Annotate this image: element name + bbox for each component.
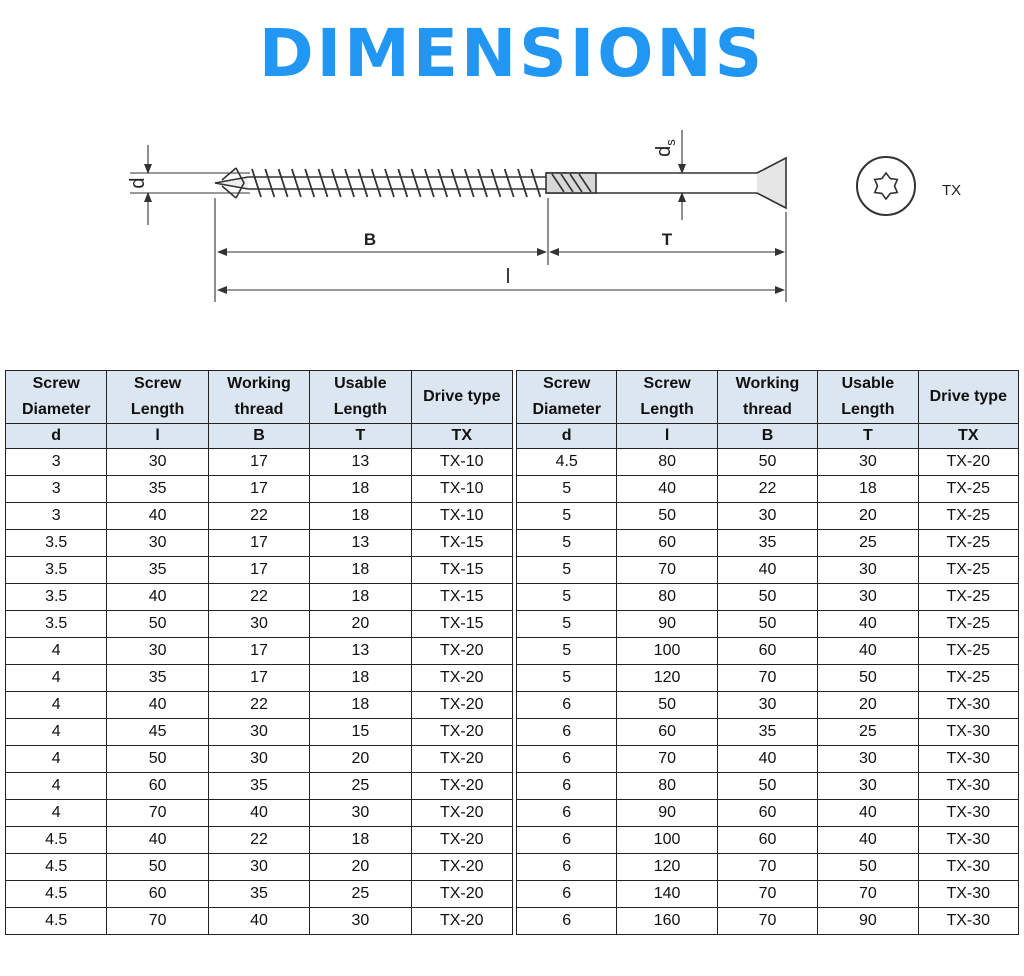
symbol-d: d bbox=[6, 424, 107, 449]
thread-cell: 50 bbox=[717, 449, 817, 476]
diameter-cell: 4 bbox=[6, 800, 107, 827]
thread-cell: 50 bbox=[717, 611, 817, 638]
header-usable-length: Usable Length bbox=[310, 371, 411, 424]
drive-cell: TX-20 bbox=[411, 881, 512, 908]
drive-cell: TX-30 bbox=[918, 908, 1018, 935]
length-cell: 70 bbox=[107, 908, 208, 935]
usable-length-cell: 30 bbox=[310, 800, 411, 827]
diameter-cell: 4.5 bbox=[6, 827, 107, 854]
usable-length-cell: 30 bbox=[818, 584, 918, 611]
table-row bbox=[6, 800, 513, 827]
table-row bbox=[517, 827, 1019, 854]
usable-length-cell: 13 bbox=[310, 530, 411, 557]
length-cell: 70 bbox=[617, 557, 717, 584]
length-cell: 120 bbox=[617, 665, 717, 692]
length-cell: 50 bbox=[617, 503, 717, 530]
table-row bbox=[517, 584, 1019, 611]
table-row bbox=[517, 692, 1019, 719]
usable-length-cell: 25 bbox=[818, 719, 918, 746]
thread-cell: 22 bbox=[208, 503, 309, 530]
table-row bbox=[517, 881, 1019, 908]
length-cell: 40 bbox=[617, 476, 717, 503]
page-title: DIMENSIONS bbox=[258, 15, 766, 92]
thread-cell: 22 bbox=[717, 476, 817, 503]
header-row bbox=[517, 371, 1019, 424]
usable-length-cell: 18 bbox=[310, 827, 411, 854]
table-row bbox=[517, 908, 1019, 935]
table-row bbox=[517, 746, 1019, 773]
usable-length-cell: 18 bbox=[310, 692, 411, 719]
diameter-cell: 3.5 bbox=[6, 557, 107, 584]
drive-cell: TX-30 bbox=[918, 881, 1018, 908]
diameter-cell: 6 bbox=[517, 827, 617, 854]
diameter-cell: 4.5 bbox=[6, 881, 107, 908]
symbol-T: T bbox=[818, 424, 918, 449]
diameter-cell: 5 bbox=[517, 476, 617, 503]
thread-cell: 35 bbox=[717, 530, 817, 557]
header-screw-diameter: Screw Diameter bbox=[6, 371, 107, 424]
length-cell: 35 bbox=[107, 665, 208, 692]
usable-length-cell: 18 bbox=[310, 665, 411, 692]
diameter-cell: 3.5 bbox=[6, 530, 107, 557]
usable-length-cell: 70 bbox=[818, 881, 918, 908]
table-row bbox=[517, 449, 1019, 476]
table-row bbox=[6, 557, 513, 584]
usable-length-cell: 40 bbox=[818, 611, 918, 638]
diameter-cell: 5 bbox=[517, 638, 617, 665]
thread-cell: 22 bbox=[208, 827, 309, 854]
drive-cell: TX-25 bbox=[918, 530, 1018, 557]
diameter-cell: 4 bbox=[6, 638, 107, 665]
diameter-cell: 3 bbox=[6, 449, 107, 476]
length-cell: 70 bbox=[107, 800, 208, 827]
length-cell: 60 bbox=[617, 530, 717, 557]
screw-outline bbox=[215, 158, 786, 208]
drive-cell: TX-25 bbox=[918, 584, 1018, 611]
diameter-cell: 6 bbox=[517, 719, 617, 746]
length-cell: 100 bbox=[617, 827, 717, 854]
usable-length-cell: 90 bbox=[818, 908, 918, 935]
usable-length-cell: 25 bbox=[310, 881, 411, 908]
usable-length-cell: 20 bbox=[310, 746, 411, 773]
diameter-cell: 5 bbox=[517, 584, 617, 611]
diameter-cell: 4 bbox=[6, 692, 107, 719]
symbol-row bbox=[517, 424, 1019, 449]
length-cell: 90 bbox=[617, 611, 717, 638]
drive-cell: TX-30 bbox=[918, 692, 1018, 719]
drive-cell: TX-20 bbox=[411, 773, 512, 800]
length-cell: 40 bbox=[107, 503, 208, 530]
usable-length-cell: 30 bbox=[818, 449, 918, 476]
table-row bbox=[6, 773, 513, 800]
drive-cell: TX-30 bbox=[918, 719, 1018, 746]
usable-length-cell: 18 bbox=[818, 476, 918, 503]
table-row bbox=[6, 827, 513, 854]
table-row bbox=[6, 476, 513, 503]
thread-cell: 70 bbox=[717, 881, 817, 908]
table-row bbox=[517, 665, 1019, 692]
diameter-cell: 4 bbox=[6, 746, 107, 773]
thread-cell: 40 bbox=[717, 746, 817, 773]
drive-cell: TX-30 bbox=[918, 854, 1018, 881]
table-row bbox=[517, 557, 1019, 584]
drive-cell: TX-25 bbox=[918, 476, 1018, 503]
diameter-cell: 6 bbox=[517, 773, 617, 800]
diameter-cell: 4.5 bbox=[6, 908, 107, 935]
diameter-cell: 4 bbox=[6, 665, 107, 692]
thread-cell: 17 bbox=[208, 476, 309, 503]
dimensions-table-left bbox=[5, 370, 513, 935]
drive-cell: TX-20 bbox=[411, 827, 512, 854]
usable-length-cell: 20 bbox=[310, 611, 411, 638]
usable-length-cell: 18 bbox=[310, 476, 411, 503]
thread-cell: 40 bbox=[208, 800, 309, 827]
usable-length-cell: 13 bbox=[310, 449, 411, 476]
symbol-B: B bbox=[208, 424, 309, 449]
drive-cell: TX-20 bbox=[411, 692, 512, 719]
drive-cell: TX-25 bbox=[918, 611, 1018, 638]
length-cell: 60 bbox=[107, 773, 208, 800]
table-row bbox=[6, 503, 513, 530]
length-cell: 40 bbox=[107, 692, 208, 719]
diameter-cell: 3.5 bbox=[6, 611, 107, 638]
table-row bbox=[6, 746, 513, 773]
thread-cell: 17 bbox=[208, 530, 309, 557]
drive-cell: TX-10 bbox=[411, 476, 512, 503]
usable-length-cell: 25 bbox=[818, 530, 918, 557]
thread-cell: 35 bbox=[208, 881, 309, 908]
usable-length-cell: 15 bbox=[310, 719, 411, 746]
table-row bbox=[6, 449, 513, 476]
usable-length-cell: 40 bbox=[818, 638, 918, 665]
table-row bbox=[517, 530, 1019, 557]
length-cell: 60 bbox=[617, 719, 717, 746]
diameter-cell: 3 bbox=[6, 476, 107, 503]
thread-cell: 30 bbox=[208, 746, 309, 773]
usable-length-cell: 40 bbox=[818, 827, 918, 854]
thread-cell: 17 bbox=[208, 638, 309, 665]
label-T: T bbox=[661, 230, 673, 249]
dimension-lines bbox=[215, 198, 786, 302]
diameter-cell: 6 bbox=[517, 881, 617, 908]
drive-cell: TX-25 bbox=[918, 638, 1018, 665]
usable-length-cell: 50 bbox=[818, 854, 918, 881]
diameter-cell: 3 bbox=[6, 503, 107, 530]
thread-cell: 22 bbox=[208, 692, 309, 719]
torx-drive-icon bbox=[857, 157, 915, 215]
table-row bbox=[6, 584, 513, 611]
length-cell: 160 bbox=[617, 908, 717, 935]
diameter-cell: 5 bbox=[517, 557, 617, 584]
header-usable-length: Usable Length bbox=[818, 371, 918, 424]
length-cell: 30 bbox=[107, 530, 208, 557]
label-ds: $d_s$ bbox=[653, 139, 678, 157]
usable-length-cell: 13 bbox=[310, 638, 411, 665]
length-cell: 80 bbox=[617, 449, 717, 476]
usable-length-cell: 30 bbox=[818, 773, 918, 800]
usable-length-cell: 30 bbox=[818, 746, 918, 773]
symbol-l: l bbox=[107, 424, 208, 449]
table-row bbox=[517, 854, 1019, 881]
table-row bbox=[517, 719, 1019, 746]
thread-cell: 70 bbox=[717, 854, 817, 881]
dimensions-table bbox=[5, 370, 1019, 932]
thread-cell: 60 bbox=[717, 638, 817, 665]
thread-cell: 17 bbox=[208, 557, 309, 584]
table-row bbox=[6, 908, 513, 935]
length-cell: 120 bbox=[617, 854, 717, 881]
header-drive-type: Drive type bbox=[411, 371, 512, 424]
header-working-thread: Working thread bbox=[208, 371, 309, 424]
label-drive: TX bbox=[942, 182, 962, 199]
symbol-l: l bbox=[617, 424, 717, 449]
usable-length-cell: 20 bbox=[818, 692, 918, 719]
table-row bbox=[6, 638, 513, 665]
thread-cell: 35 bbox=[717, 719, 817, 746]
dimensions-table-right bbox=[516, 370, 1019, 935]
length-cell: 40 bbox=[107, 584, 208, 611]
drive-cell: TX-30 bbox=[918, 800, 1018, 827]
diameter-cell: 4.5 bbox=[517, 449, 617, 476]
diameter-cell: 5 bbox=[517, 665, 617, 692]
table-row bbox=[6, 719, 513, 746]
length-cell: 80 bbox=[617, 584, 717, 611]
table-row bbox=[6, 854, 513, 881]
table-row bbox=[6, 692, 513, 719]
diameter-cell: 4.5 bbox=[6, 854, 107, 881]
table-row bbox=[517, 638, 1019, 665]
diameter-cell: 4 bbox=[6, 773, 107, 800]
thread-cell: 70 bbox=[717, 665, 817, 692]
diameter-cell: 6 bbox=[517, 854, 617, 881]
usable-length-cell: 18 bbox=[310, 584, 411, 611]
screw-drawing bbox=[0, 120, 1024, 320]
length-cell: 140 bbox=[617, 881, 717, 908]
thread-cell: 30 bbox=[208, 611, 309, 638]
drive-cell: TX-20 bbox=[411, 638, 512, 665]
diameter-cell: 6 bbox=[517, 692, 617, 719]
length-cell: 35 bbox=[107, 557, 208, 584]
header-row bbox=[6, 371, 513, 424]
table-row bbox=[517, 611, 1019, 638]
header-working-thread: Working thread bbox=[717, 371, 817, 424]
thread-cell: 60 bbox=[717, 800, 817, 827]
length-cell: 35 bbox=[107, 476, 208, 503]
header-screw-length: Screw Length bbox=[617, 371, 717, 424]
drive-cell: TX-10 bbox=[411, 449, 512, 476]
drive-cell: TX-20 bbox=[918, 449, 1018, 476]
label-d: d bbox=[127, 177, 149, 189]
drive-cell: TX-20 bbox=[411, 854, 512, 881]
length-cell: 50 bbox=[617, 692, 717, 719]
table-row bbox=[517, 503, 1019, 530]
symbol-TX: TX bbox=[411, 424, 512, 449]
drive-cell: TX-20 bbox=[411, 908, 512, 935]
symbol-d: d bbox=[517, 424, 617, 449]
thread-pattern bbox=[252, 169, 540, 197]
diameter-cell: 5 bbox=[517, 530, 617, 557]
thread-cell: 70 bbox=[717, 908, 817, 935]
table-row bbox=[517, 773, 1019, 800]
length-cell: 80 bbox=[617, 773, 717, 800]
length-cell: 90 bbox=[617, 800, 717, 827]
drive-cell: TX-25 bbox=[918, 665, 1018, 692]
length-cell: 50 bbox=[107, 746, 208, 773]
header-screw-diameter: Screw Diameter bbox=[517, 371, 617, 424]
length-cell: 50 bbox=[107, 611, 208, 638]
usable-length-cell: 50 bbox=[818, 665, 918, 692]
thread-cell: 17 bbox=[208, 449, 309, 476]
symbol-TX: TX bbox=[918, 424, 1018, 449]
drive-cell: TX-15 bbox=[411, 557, 512, 584]
drive-cell: TX-30 bbox=[918, 827, 1018, 854]
diameter-cell: 6 bbox=[517, 746, 617, 773]
label-l: l bbox=[505, 266, 511, 288]
length-cell: 60 bbox=[107, 881, 208, 908]
header-drive-type: Drive type bbox=[918, 371, 1018, 424]
drive-cell: TX-20 bbox=[411, 800, 512, 827]
diameter-cell: 4 bbox=[6, 719, 107, 746]
thread-cell: 22 bbox=[208, 584, 309, 611]
thread-cell: 35 bbox=[208, 773, 309, 800]
thread-cell: 30 bbox=[717, 503, 817, 530]
usable-length-cell: 30 bbox=[818, 557, 918, 584]
length-cell: 100 bbox=[617, 638, 717, 665]
thread-cell: 30 bbox=[717, 692, 817, 719]
thread-cell: 30 bbox=[208, 854, 309, 881]
drive-cell: TX-15 bbox=[411, 584, 512, 611]
thread-cell: 40 bbox=[208, 908, 309, 935]
drive-cell: TX-20 bbox=[411, 746, 512, 773]
thread-cell: 30 bbox=[208, 719, 309, 746]
thread-cell: 17 bbox=[208, 665, 309, 692]
length-cell: 30 bbox=[107, 449, 208, 476]
diameter-cell: 6 bbox=[517, 800, 617, 827]
drive-cell: TX-15 bbox=[411, 530, 512, 557]
usable-length-cell: 30 bbox=[310, 908, 411, 935]
thread-cell: 50 bbox=[717, 584, 817, 611]
symbol-B: B bbox=[717, 424, 817, 449]
drive-cell: TX-20 bbox=[411, 719, 512, 746]
thread-cell: 50 bbox=[717, 773, 817, 800]
symbol-row bbox=[6, 424, 513, 449]
thread-cell: 60 bbox=[717, 827, 817, 854]
table-row bbox=[517, 476, 1019, 503]
drive-cell: TX-15 bbox=[411, 611, 512, 638]
table-row bbox=[6, 665, 513, 692]
usable-length-cell: 20 bbox=[310, 854, 411, 881]
drive-cell: TX-25 bbox=[918, 557, 1018, 584]
usable-length-cell: 40 bbox=[818, 800, 918, 827]
symbol-T: T bbox=[310, 424, 411, 449]
label-B: B bbox=[363, 230, 377, 249]
diameter-cell: 5 bbox=[517, 611, 617, 638]
table-row bbox=[6, 530, 513, 557]
thread-cell: 40 bbox=[717, 557, 817, 584]
drive-cell: TX-25 bbox=[918, 503, 1018, 530]
diameter-cell: 6 bbox=[517, 908, 617, 935]
usable-length-cell: 20 bbox=[818, 503, 918, 530]
length-cell: 30 bbox=[107, 638, 208, 665]
length-cell: 40 bbox=[107, 827, 208, 854]
length-cell: 45 bbox=[107, 719, 208, 746]
drive-cell: TX-10 bbox=[411, 503, 512, 530]
drive-cell: TX-30 bbox=[918, 746, 1018, 773]
table-row bbox=[6, 611, 513, 638]
header-screw-length: Screw Length bbox=[107, 371, 208, 424]
length-cell: 70 bbox=[617, 746, 717, 773]
table-row bbox=[6, 881, 513, 908]
drive-cell: TX-30 bbox=[918, 773, 1018, 800]
usable-length-cell: 18 bbox=[310, 557, 411, 584]
length-cell: 50 bbox=[107, 854, 208, 881]
drive-cell: TX-20 bbox=[411, 665, 512, 692]
diameter-cell: 3.5 bbox=[6, 584, 107, 611]
usable-length-cell: 18 bbox=[310, 503, 411, 530]
diameter-cell: 5 bbox=[517, 503, 617, 530]
usable-length-cell: 25 bbox=[310, 773, 411, 800]
table-row bbox=[517, 800, 1019, 827]
